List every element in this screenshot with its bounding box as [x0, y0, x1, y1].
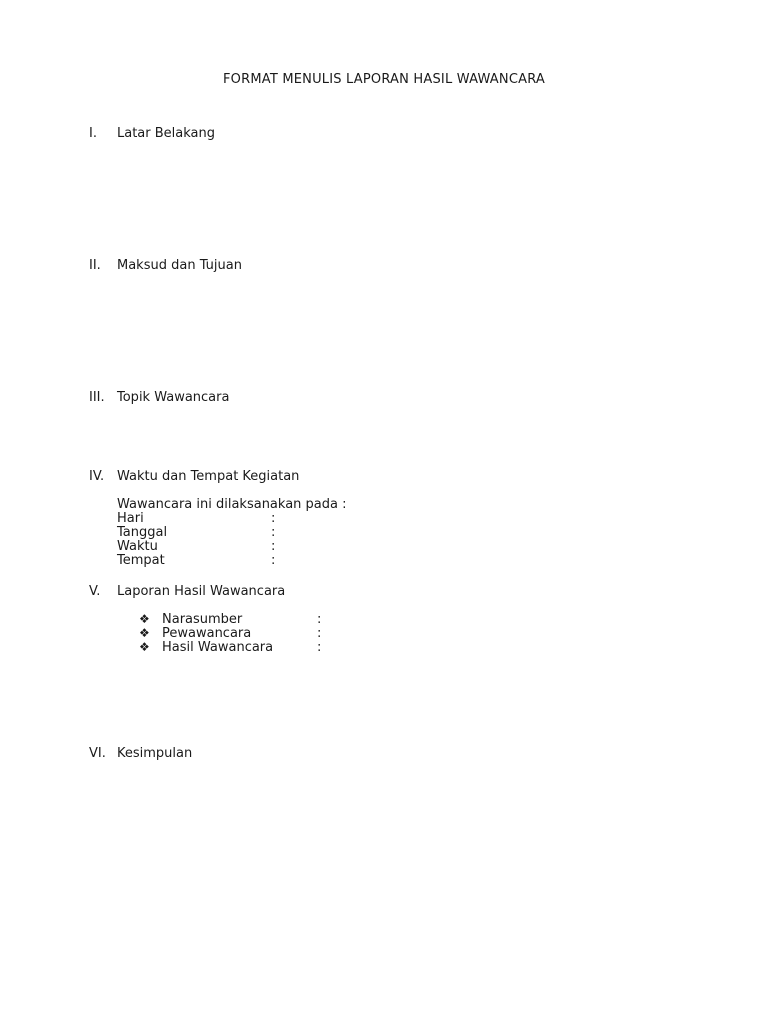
section-heading: Topik Wawancara — [117, 390, 230, 405]
report-bullet-list — [139, 612, 321, 654]
section-heading: Latar Belakang — [117, 126, 216, 141]
diamond-bullet-icon: ❖ — [139, 612, 150, 626]
diamond-bullet-icon: ❖ — [139, 640, 150, 654]
bullet-label: Hasil Wawancara — [162, 640, 274, 655]
field-colon: : — [271, 525, 276, 540]
section-waktu-dan-tempat — [89, 469, 299, 484]
bullet-item-pewawancara — [139, 626, 321, 640]
section-laporan-hasil — [89, 584, 285, 599]
section-heading: Maksud dan Tujuan — [117, 258, 242, 273]
bullet-colon: : — [317, 612, 322, 627]
field-label: Tanggal — [117, 525, 168, 540]
field-colon: : — [271, 553, 276, 568]
section-number: I. — [89, 126, 97, 141]
bullet-item-narasumber — [139, 612, 321, 626]
section-latar-belakang — [89, 126, 215, 141]
section-maksud-dan-tujuan — [89, 258, 242, 273]
section-heading: Waktu dan Tempat Kegiatan — [117, 469, 300, 484]
field-label: Waktu — [117, 539, 158, 554]
field-label: Tempat — [117, 553, 165, 568]
schedule-field-hari — [117, 512, 346, 526]
bullet-label: Narasumber — [162, 612, 243, 627]
diamond-bullet-icon: ❖ — [139, 626, 150, 640]
schedule-field-waktu — [117, 540, 346, 554]
schedule-field-tempat — [117, 554, 346, 568]
document-title: FORMAT MENULIS LAPORAN HASIL WAWANCARA — [223, 72, 545, 87]
schedule-block — [117, 498, 346, 568]
bullet-colon: : — [317, 640, 322, 655]
section-topik-wawancara — [89, 390, 229, 405]
field-label: Hari — [117, 511, 144, 526]
schedule-field-tanggal — [117, 526, 346, 540]
section-kesimpulan — [89, 746, 192, 761]
section-number: VI. — [89, 746, 106, 761]
section-heading: Laporan Hasil Wawancara — [117, 584, 286, 599]
field-colon: : — [271, 539, 276, 554]
bullet-label: Pewawancara — [162, 626, 252, 641]
field-colon: : — [271, 511, 276, 526]
schedule-intro: Wawancara ini dilaksanakan pada : — [117, 497, 347, 512]
section-number: III. — [89, 390, 105, 405]
section-number: II. — [89, 258, 101, 273]
section-heading: Kesimpulan — [117, 746, 193, 761]
bullet-item-hasil-wawancara — [139, 640, 321, 654]
bullet-colon: : — [317, 626, 322, 641]
section-number: V. — [89, 584, 101, 599]
section-number: IV. — [89, 469, 105, 484]
